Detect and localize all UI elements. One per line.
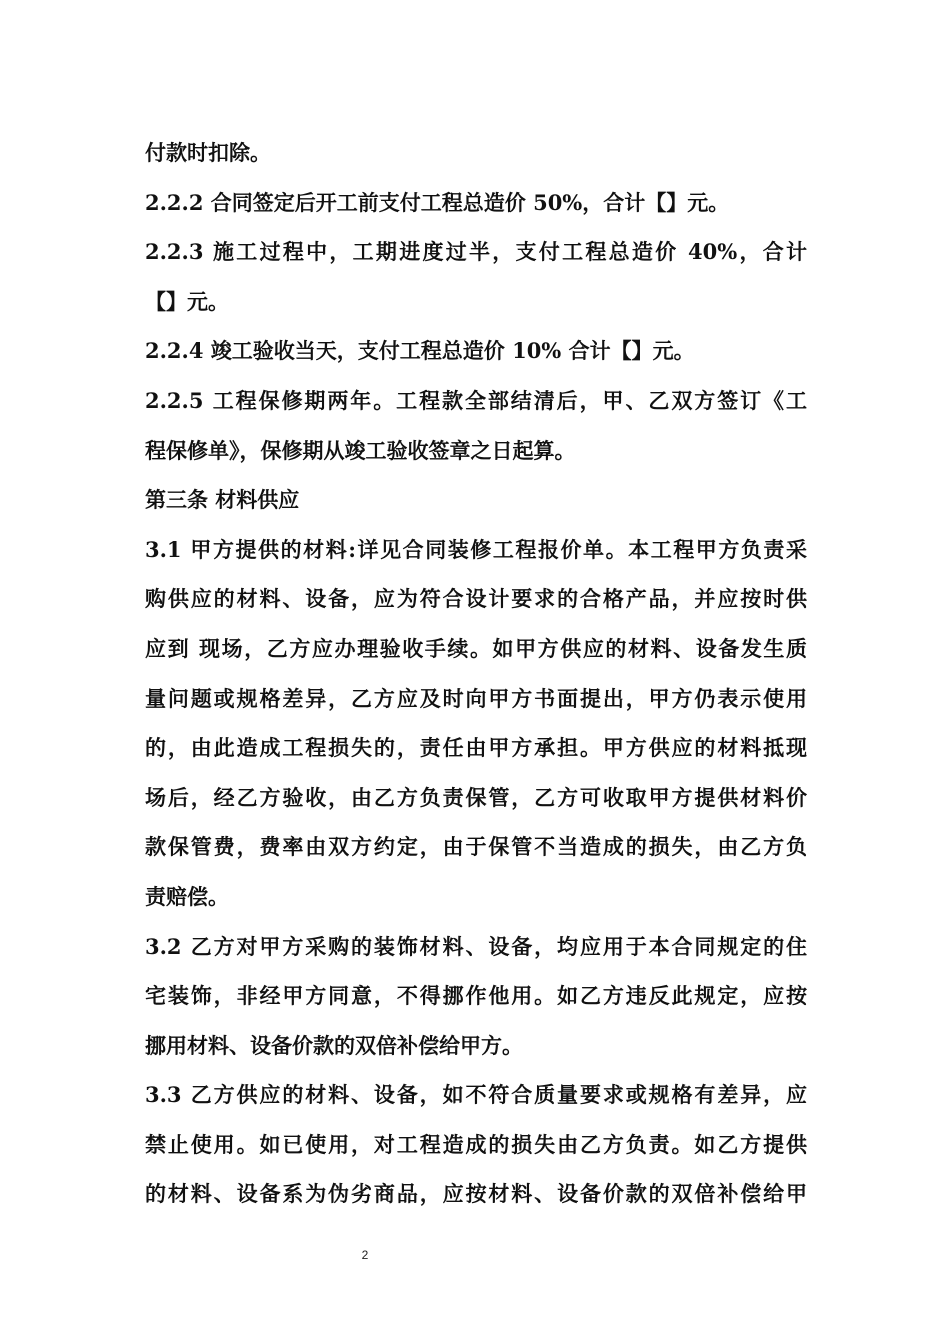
clause-3-1-line-3: 应到 现场，乙方应办理验收手续。如甲方供应的材料、设备发生质 <box>145 635 807 661</box>
section-heading-material-supply: 第三条 材料供应 <box>145 487 300 513</box>
contract-text-body <box>145 128 807 1219</box>
clause-3-2-line-3: 挪用材料、设备价款的双倍补偿给甲方。 <box>145 1032 523 1058</box>
clause-3-3: 3.3 乙方供应的材料、设备，如不符合质量要求或规格有差异，应 <box>145 1082 807 1108</box>
clause-2-2-3-continued: 【】元。 <box>145 288 229 314</box>
clause-3-1: 3.1 甲方提供的材料:详见合同装修工程报价单。本工程甲方负责采 <box>145 536 807 562</box>
clause-3-3-line-3: 的材料、设备系为伪劣商品，应按材料、设备价款的双倍补偿给甲 <box>145 1181 807 1207</box>
clause-2-2-3: 2.2.3 施工过程中，工期进度过半，支付工程总造价 40%，合计 <box>145 239 807 265</box>
clause-3-1-line-5: 的，由此造成工程损失的，责任由甲方承担。甲方供应的材料抵现 <box>145 735 807 761</box>
clause-2-2-5: 2.2.5 工程保修期两年。工程款全部结清后，甲、乙双方签订《工 <box>145 387 807 413</box>
clause-3-3-line-2: 禁止使用。如已使用，对工程造成的损失由乙方负责。如乙方提供 <box>145 1131 807 1157</box>
page-number: 2 <box>361 1248 369 1262</box>
clause-3-1-line-2: 购供应的材料、设备，应为符合设计要求的合格产品，并应按时供 <box>145 586 807 612</box>
clause-2-2-2: 2.2.2 合同签定后开工前支付工程总造价 50%，合计【】元。 <box>145 189 730 215</box>
clause-3-1-line-4: 量问题或规格差异，乙方应及时向甲方书面提出，甲方仍表示使用 <box>145 685 807 711</box>
clause-3-1-line-6: 场后，经乙方验收，由乙方负责保管，乙方可收取甲方提供材料价 <box>145 784 807 810</box>
clause-2-2-5-continued: 程保修单》，保修期从竣工验收签章之日起算。 <box>145 437 576 463</box>
clause-3-1-line-8: 责赔偿。 <box>145 883 229 909</box>
clause-3-1-line-7: 款保管费，费率由双方约定，由于保管不当造成的损失，由乙方负 <box>145 834 807 860</box>
clause-3-2-line-2: 宅装饰，非经甲方同意，不得挪作他用。如乙方违反此规定，应按 <box>145 983 807 1009</box>
clause-3-2: 3.2 乙方对甲方采购的装饰材料、设备，均应用于本合同规定的住 <box>145 933 807 959</box>
text-line-payment-deduction: 付款时扣除。 <box>145 140 271 165</box>
clause-2-2-4: 2.2.4 竣工验收当天，支付工程总造价 10% 合计【】元。 <box>145 338 695 364</box>
